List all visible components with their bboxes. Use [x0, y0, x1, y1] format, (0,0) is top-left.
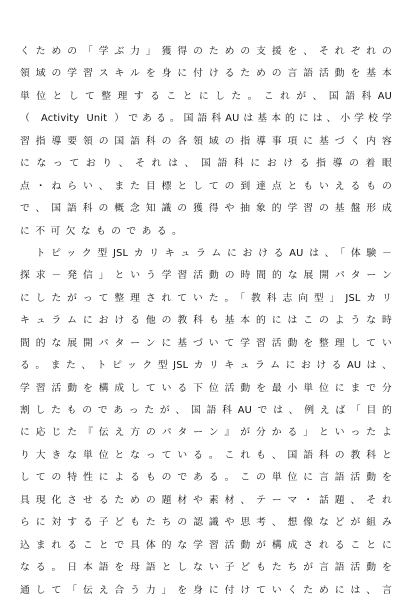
text-line: に不可欠なものである。	[20, 225, 188, 237]
body-text	[20, 41, 392, 602]
text-line: にしたがって整理されていた。「教科志向型」JSLカリ	[20, 292, 392, 304]
text-line: しての特性によるものである。この単位に言語活動を	[20, 472, 392, 484]
text-line: くための「学ぶ力」獲得のための支援を、それぞれの	[20, 46, 392, 57]
text-line: 通して「伝え合う力」を身に付けていくためには、言	[20, 584, 392, 596]
text-line: り大きな単位となっている。これも、国語科の教科と	[20, 449, 392, 461]
text-line: 習指導要領の国語科の各領域の指導事項に基づく内容	[20, 135, 392, 147]
text-line: トピック型JSLカリキュラムにおけるAUは、「体験－	[20, 247, 392, 259]
text-line: になっており、それは、国語科における指導の着眼	[20, 158, 392, 170]
text-line: 領域の学習スキルを身に付けるための言語活動を基本	[20, 68, 392, 80]
text-line: る。また、トピック型JSLカリキュラムにおけるAUは、	[20, 360, 392, 372]
text-line: 具現化させるための題材や素材、テーマ・話題、それ	[20, 494, 392, 506]
text-line: らに対する子どもたちの認識や思考、想像などが組み	[20, 517, 392, 529]
text-line: 探求－発信」という学習活動の時間的な展開パターン	[20, 270, 392, 282]
text-line: 学習活動を構成している下位活動を最小単位にまで分	[20, 382, 392, 394]
text-line: に応じた『伝え方のパターン』が分かる」といったよ	[20, 427, 392, 439]
text-line: なる。日本語を母語としない子どもたちが言語活動を	[20, 562, 392, 574]
text-line: 単位として整理することにした。これが、国語科AU	[20, 90, 392, 102]
text-line: 込まれることで具体的な学習活動が構成されることに	[20, 539, 392, 551]
text-line: 間的な展開パターンに基づいて学習活動を整理してい	[20, 337, 392, 349]
text-line: 点・ねらい、また目標としての到達点ともいえるもの	[20, 180, 392, 192]
text-line: キュラムにおける他の教科も基本的にはこのような時	[20, 315, 392, 327]
text-line: で、国語科の概念知識の獲得や抽象的学習の基盤形成	[20, 203, 392, 215]
text-line: 割したものであったが、国語科AUでは、例えば「目的	[20, 405, 392, 416]
text-line: （ Activity Unit ）である。国語科AUは基本的には、小学校学	[20, 113, 392, 125]
